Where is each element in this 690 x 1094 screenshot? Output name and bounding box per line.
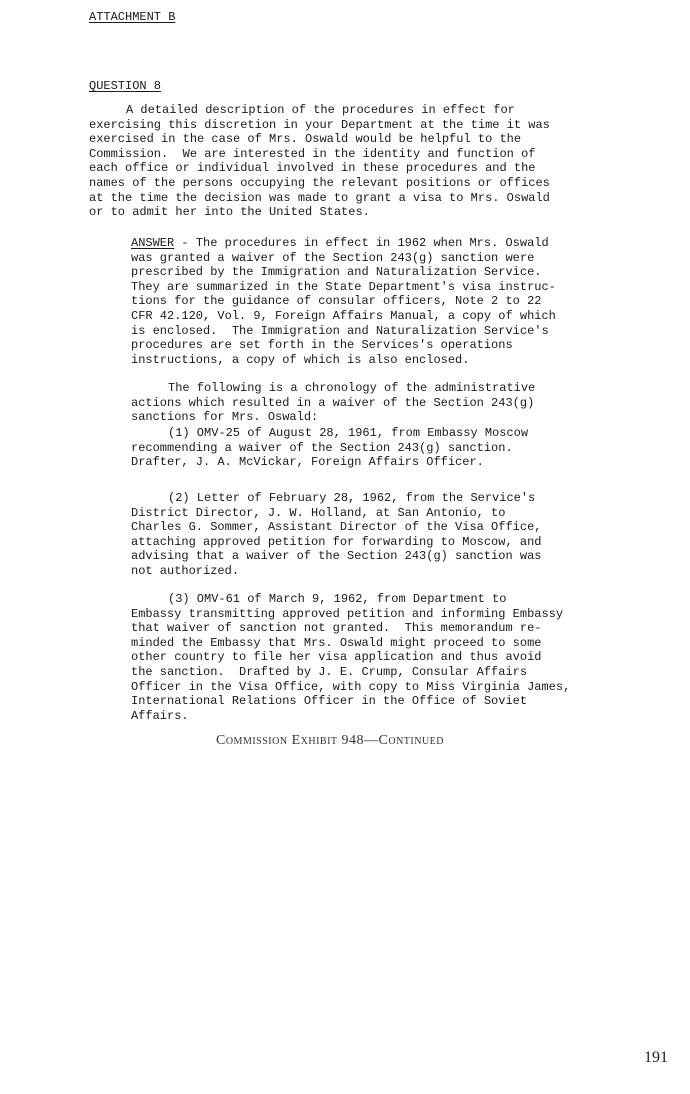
- text-line: the sanction. Drafted by J. E. Crump, Consular Affairs: [131, 664, 528, 679]
- text-line: International Relations Officer in the Office of Soviet: [131, 694, 528, 709]
- chronology-item-2: [131, 491, 541, 579]
- answer-label: ANSWER: [131, 236, 175, 250]
- text-line: instructions, a copy of which is also enclosed.: [131, 352, 470, 367]
- text-line: (1) OMV-25 of August 28, 1961, from Embassy Moscow: [168, 426, 529, 440]
- chronology-intro: [131, 381, 535, 425]
- chronology-item-1: [131, 426, 528, 470]
- text-line: exercised in the case of Mrs. Oswald would be helpful to the: [89, 132, 522, 147]
- text-line: that waiver of sanction not granted. This memorandum re-: [131, 621, 542, 636]
- text-line: at the time the decision was made to grant a visa to Mrs. Oswald: [89, 190, 550, 205]
- text-line: tions for the guidance of consular officers, Note 2 to 22: [131, 294, 542, 309]
- text-line: A detailed description of the procedures in effect for: [126, 103, 515, 117]
- text-line: not authorized.: [131, 563, 240, 578]
- text-line: sanctions for Mrs. Oswald:: [131, 410, 319, 425]
- text-line: was granted a waiver of the Section 243(g) sanction were: [131, 250, 535, 265]
- text-line: recommending a waiver of the Section 243(g) sanction.: [131, 440, 513, 455]
- text-line: Embassy transmitting approved petition and informing Embassy: [131, 606, 564, 621]
- text-line: They are summarized in the State Department's visa instruc-: [131, 279, 556, 294]
- text-line: prescribed by the Immigration and Naturalization Service.: [131, 265, 542, 280]
- answer-first-line: - The procedures in effect in 1962 when Mrs. Oswald: [174, 236, 549, 250]
- text-line: procedures are set forth in the Services's operations: [131, 338, 513, 353]
- text-line: exercising this discretion in your Department at the time it was: [89, 117, 550, 132]
- text-line: District Director, J. W. Holland, at San Antonio, to: [131, 505, 506, 520]
- text-line: Affairs.: [131, 708, 189, 723]
- text-line: Drafter, J. A. McVickar, Foreign Affairs Officer.: [131, 455, 484, 470]
- text-line: CFR 42.120, Vol. 9, Foreign Affairs Manual, a copy of which: [131, 308, 556, 323]
- question-paragraph: [89, 103, 550, 220]
- exhibit-caption-text: Commission Exhibit 948—Continued: [216, 733, 444, 748]
- text-line: each office or individual involved in these procedures and the: [89, 161, 536, 176]
- text-line: Charles G. Sommer, Assistant Director of the Visa Office,: [131, 520, 542, 535]
- attachment-heading: ATTACHMENT B: [89, 10, 176, 24]
- text-line: is enclosed. The Immigration and Naturalization Service's: [131, 323, 549, 338]
- question-heading: QUESTION 8: [89, 79, 162, 93]
- answer-paragraph: [131, 236, 556, 367]
- text-line: other country to file her visa application and thus avoid: [131, 650, 542, 665]
- chronology-item-3: [131, 592, 570, 723]
- text-line: Commission. We are interested in the identity and function of: [89, 146, 536, 161]
- text-line: advising that a waiver of the Section 243(g) sanction was: [131, 549, 542, 564]
- text-line: [131, 236, 556, 251]
- exhibit-caption: [0, 733, 690, 749]
- text-line: minded the Embassy that Mrs. Oswald might proceed to some: [131, 635, 542, 650]
- text-line: or to admit her into the United States.: [89, 205, 370, 220]
- text-line: names of the persons occupying the relevant positions or offices: [89, 175, 550, 190]
- page-number: 191: [644, 1049, 668, 1066]
- text-line: (2) Letter of February 28, 1962, from the Service's: [168, 491, 536, 505]
- text-line: (3) OMV-61 of March 9, 1962, from Department to: [168, 592, 507, 606]
- text-line: attaching approved petition for forwarding to Moscow, and: [131, 534, 542, 549]
- text-line: Officer in the Visa Office, with copy to Miss Virginia James,: [131, 679, 571, 694]
- text-line: The following is a chronology of the administrative: [168, 381, 536, 395]
- text-line: actions which resulted in a waiver of the Section 243(g): [131, 395, 535, 410]
